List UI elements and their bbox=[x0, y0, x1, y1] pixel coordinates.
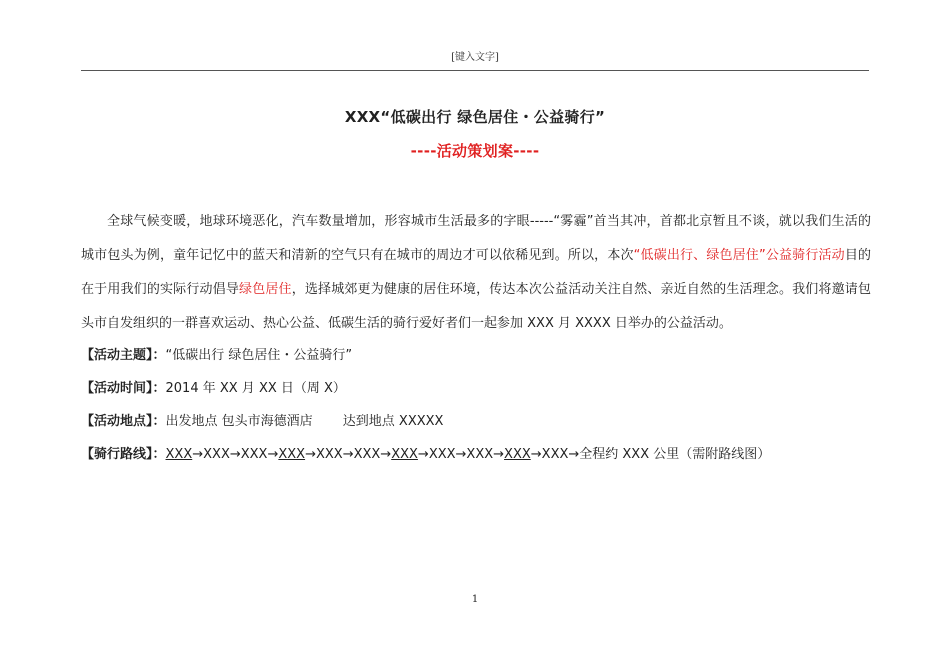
header-divider bbox=[81, 70, 869, 71]
activity-time-row bbox=[81, 372, 871, 405]
route-segment: →XXX→XXX→ bbox=[417, 447, 505, 462]
activity-details bbox=[81, 339, 871, 471]
activity-theme-row bbox=[81, 339, 871, 372]
paragraph-text-3: ，选择城郊更为健康的居住环境，传达本次公益活动关注自然、亲近自然的生活理念。我们将邀请包头市自发组织的一群喜欢运动、热心公益、低碳生活的骑行爱好者们一起参加 XXX 月 XXXX 日举办的公益活动。 bbox=[81, 282, 871, 331]
activity-place-row bbox=[81, 405, 871, 438]
activity-time-label: 【活动时间】： bbox=[81, 381, 166, 396]
route-segment: →XXX→XXX→ bbox=[192, 447, 279, 462]
activity-theme-label: 【活动主题】： bbox=[81, 348, 166, 363]
route-segment: XXX bbox=[504, 447, 531, 462]
route-segment: →XXX→XXX→ bbox=[305, 447, 392, 462]
route-segment: XXX bbox=[165, 447, 193, 462]
route-segment: XXX bbox=[391, 447, 418, 462]
page-number: 1 bbox=[471, 594, 479, 605]
paragraph-text-2: 目的在于用我们的实际行动倡导 bbox=[81, 248, 871, 297]
route-segment: XXX bbox=[278, 447, 306, 462]
intro-paragraph bbox=[81, 205, 871, 341]
document-subtitle: ----活动策划案---- bbox=[410, 142, 540, 160]
document-title: XXX“低碳出行 绿色居住・公益骑行” bbox=[344, 108, 606, 126]
cycling-route-label: 【骑行路线】： bbox=[81, 447, 166, 462]
cycling-route-value bbox=[166, 447, 771, 462]
cycling-route-row bbox=[81, 438, 871, 471]
paragraph-highlight-green-living: 绿色居住 bbox=[239, 282, 292, 297]
activity-place-value: 出发地点 包头市海德酒店 达到地点 XXXXX bbox=[165, 414, 444, 429]
paragraph-highlight-activity: “低碳出行、绿色居住”公益骑行活动 bbox=[633, 248, 845, 263]
page-header: [键入文字] bbox=[451, 52, 499, 63]
activity-theme-value: “低碳出行 绿色居住・公益骑行” bbox=[165, 348, 353, 363]
paragraph-text-1: 全球气候变暖，地球环境恶化，汽车数量增加，形容城市生活最多的字眼-----“雾霾”首当其冲，首都北京暂且不谈，就以我们生活的城市包头为例，童年记忆中的蓝天和清新的空气只有在城市的周边才可以依稀见到。所以，本次 bbox=[81, 214, 871, 263]
route-segment: →XXX→全程约 XXX 公里（需附路线图） bbox=[530, 447, 771, 462]
activity-place-label: 【活动地点】： bbox=[81, 414, 166, 429]
activity-time-value: 2014 年 XX 月 XX 日（周 X） bbox=[165, 381, 346, 396]
